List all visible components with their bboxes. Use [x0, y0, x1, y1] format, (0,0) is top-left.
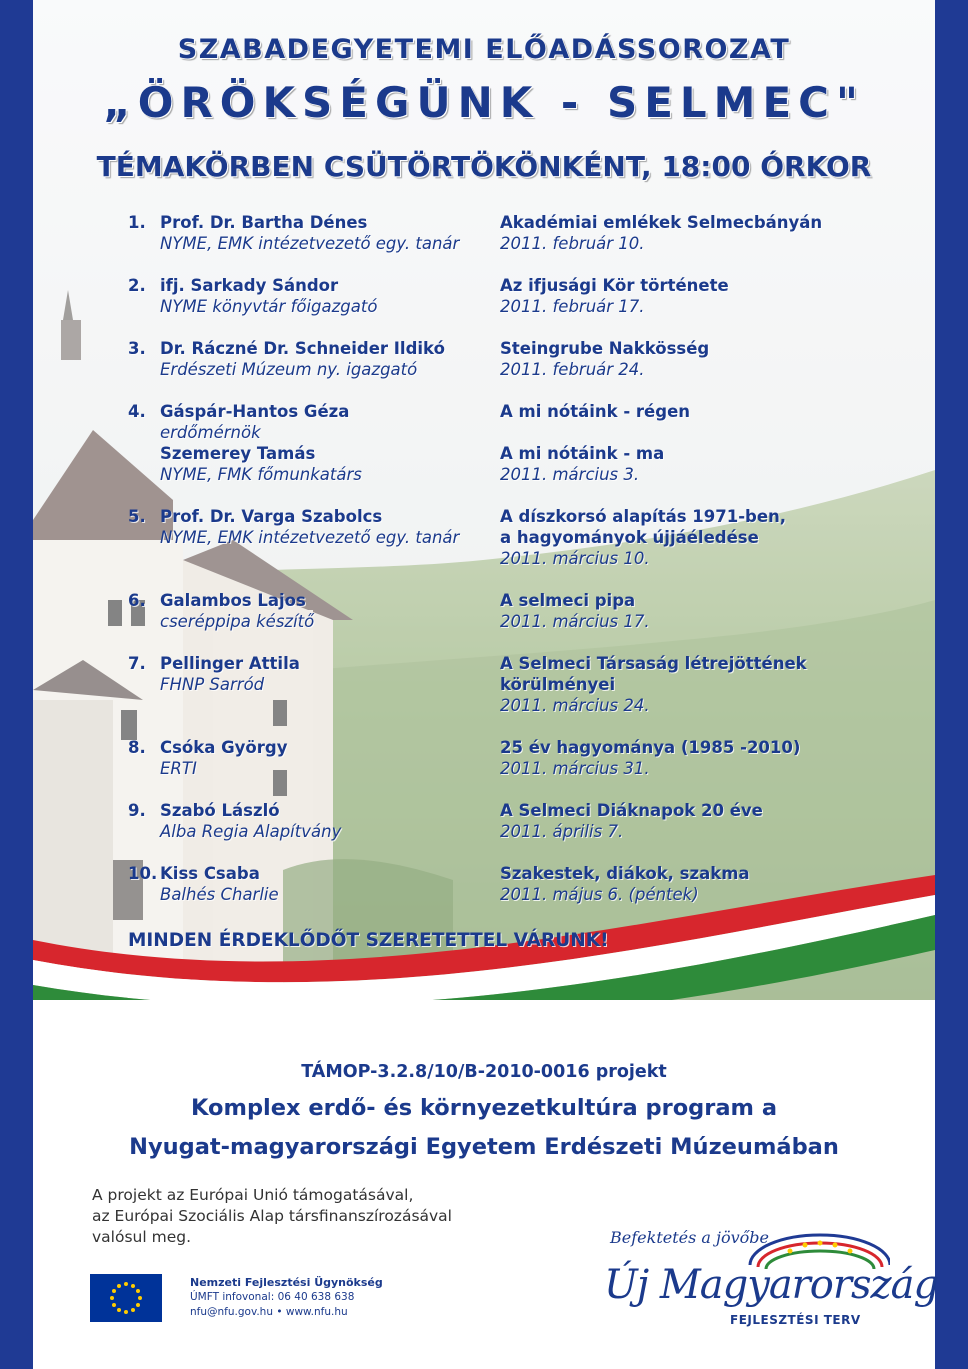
lecture-number: 6. [128, 591, 146, 610]
lecture-entry [128, 212, 848, 254]
speaker-name: Prof. Dr. Varga Szabolcs [160, 507, 383, 526]
nfu-phone: ÚMFT infovonal: 06 40 638 638 [190, 1291, 355, 1303]
speaker-name-2: Szemerey Tamás [160, 444, 316, 463]
speaker-role: Erdészeti Múzeum ny. igazgató [160, 360, 418, 379]
welcome-message: MINDEN ÉRDEKLŐDŐT SZERETETTEL VÁRUNK! [128, 930, 609, 951]
lecture-date: 2011. március 3. [500, 465, 640, 484]
eu-flag-icon [90, 1274, 162, 1322]
lecture-title: A mi nótáink - régen [500, 402, 690, 421]
lecture-date: 2011. március 10. [500, 549, 650, 568]
lecture-number: 2. [128, 276, 146, 295]
lecture-title: A Selmeci Társaság létrejöttének [500, 654, 807, 673]
schedule-note: TÉMAKÖRBEN CSÜTÖRTÖKÖNKÉNT, 18:00 ÓRKOR [96, 150, 872, 183]
lecture-number: 9. [128, 801, 146, 820]
lecture-date: 2011. március 17. [500, 612, 650, 631]
lecture-entry [128, 590, 848, 632]
lecture-date: 2011. február 17. [500, 297, 645, 316]
lecture-number: 4. [128, 402, 146, 421]
lecture-title: Szakestek, diákok, szakma [500, 864, 750, 883]
project-title-line2: Nyugat-magyarországi Egyetem Erdészeti Múzeumában [129, 1134, 839, 1160]
speaker-name: Galambos Lajos [160, 591, 306, 610]
lecture-entry [128, 275, 848, 317]
lecture-entry [128, 653, 848, 716]
nfu-web: nfu@nfu.gov.hu • www.nfu.hu [190, 1306, 348, 1318]
lecture-title-cont: a hagyományok újjáéledése [500, 528, 759, 547]
eu-text-line: az Európai Szociális Alap társfinanszírozásával [92, 1207, 452, 1225]
eu-text-line: A projekt az Európai Unió támogatásával, [92, 1186, 414, 1204]
lecture-title: Az ifjusági Kör története [500, 276, 729, 295]
speaker-role: Balhés Charlie [160, 885, 279, 904]
nfu-name: Nemzeti Fejlesztési Ügynökség [190, 1276, 383, 1289]
lecture-title: Akadémiai emlékek Selmecbányán [500, 213, 823, 232]
lecture-number: 10. [128, 864, 158, 883]
umt-subtitle: FEJLESZTÉSI TERV [730, 1313, 861, 1327]
speaker-name: Kiss Csaba [160, 864, 260, 883]
speaker-name: Gáspár-Hantos Géza [160, 402, 350, 421]
speaker-role: FHNP Sarród [160, 675, 265, 694]
series-subtitle: „ÖRÖKSÉGÜNK - SELMEC" [103, 78, 865, 127]
eu-text-line: valósul meg. [92, 1228, 191, 1246]
lecture-date: 2011. április 7. [500, 822, 624, 841]
speaker-name: Szabó László [160, 801, 280, 820]
project-code: TÁMOP-3.2.8/10/B-2010-0016 projekt [301, 1062, 667, 1082]
speaker-role: ERTI [160, 759, 197, 778]
lecture-program [128, 212, 848, 926]
left-border-bar [0, 0, 33, 1369]
umt-name: Új Magyarország [604, 1262, 939, 1308]
lecture-number: 7. [128, 654, 146, 673]
lecture-entry [128, 338, 848, 380]
lecture-title: A Selmeci Diáknapok 20 éve [500, 801, 763, 820]
lecture-title: A díszkorsó alapítás 1971-ben, [500, 507, 787, 526]
lecture-entry [128, 800, 848, 842]
speaker-name: ifj. Sarkady Sándor [160, 276, 339, 295]
speaker-role: erdőmérnök [160, 423, 261, 442]
lecture-date: 2011. március 24. [500, 696, 650, 715]
speaker-role: NYME könyvtár főigazgató [160, 297, 378, 316]
lecture-entry [128, 863, 848, 905]
umt-slogan: Befektetés a jövőbe [610, 1228, 770, 1247]
lecture-date: 2011. február 24. [500, 360, 645, 379]
lecture-title-2: A mi nótáink - ma [500, 444, 665, 463]
lecture-entry [128, 737, 848, 779]
speaker-name: Dr. Ráczné Dr. Schneider Ildikó [160, 339, 445, 358]
nfu-contact [190, 1275, 383, 1320]
lecture-date: 2011. május 6. (péntek) [500, 885, 699, 904]
speaker-name: Pellinger Attila [160, 654, 300, 673]
lecture-number: 1. [128, 213, 146, 232]
lecture-entry [128, 506, 848, 569]
lecture-title: Steingrube Nakkösség [500, 339, 710, 358]
right-border-bar [935, 0, 968, 1369]
speaker-role: NYME, EMK intézetvezető egy. tanár [160, 528, 460, 547]
project-title-line1: Komplex erdő- és környezetkultúra program a [191, 1095, 777, 1121]
series-title: SZABADEGYETEMI ELŐADÁSSOROZAT [177, 34, 791, 65]
lecture-number: 5. [128, 507, 146, 526]
lecture-title: 25 év hagyománya (1985 -2010) [500, 738, 801, 757]
speaker-role: cseréppipa készítő [160, 612, 315, 631]
lecture-date: 2011. február 10. [500, 234, 645, 253]
eu-support-text [92, 1185, 562, 1248]
speaker-role: Alba Regia Alapítvány [160, 822, 342, 841]
lecture-title-cont: körülményei [500, 675, 616, 694]
speaker-name: Prof. Dr. Bartha Dénes [160, 213, 368, 232]
speaker-role-2: NYME, FMK főmunkatárs [160, 465, 362, 484]
lecture-number: 8. [128, 738, 146, 757]
lecture-date: 2011. március 31. [500, 759, 650, 778]
lecture-entry [128, 401, 848, 485]
lecture-number: 3. [128, 339, 146, 358]
speaker-role: NYME, EMK intézetvezető egy. tanár [160, 234, 460, 253]
lecture-title: A selmeci pipa [500, 591, 636, 610]
speaker-name: Csóka György [160, 738, 288, 757]
